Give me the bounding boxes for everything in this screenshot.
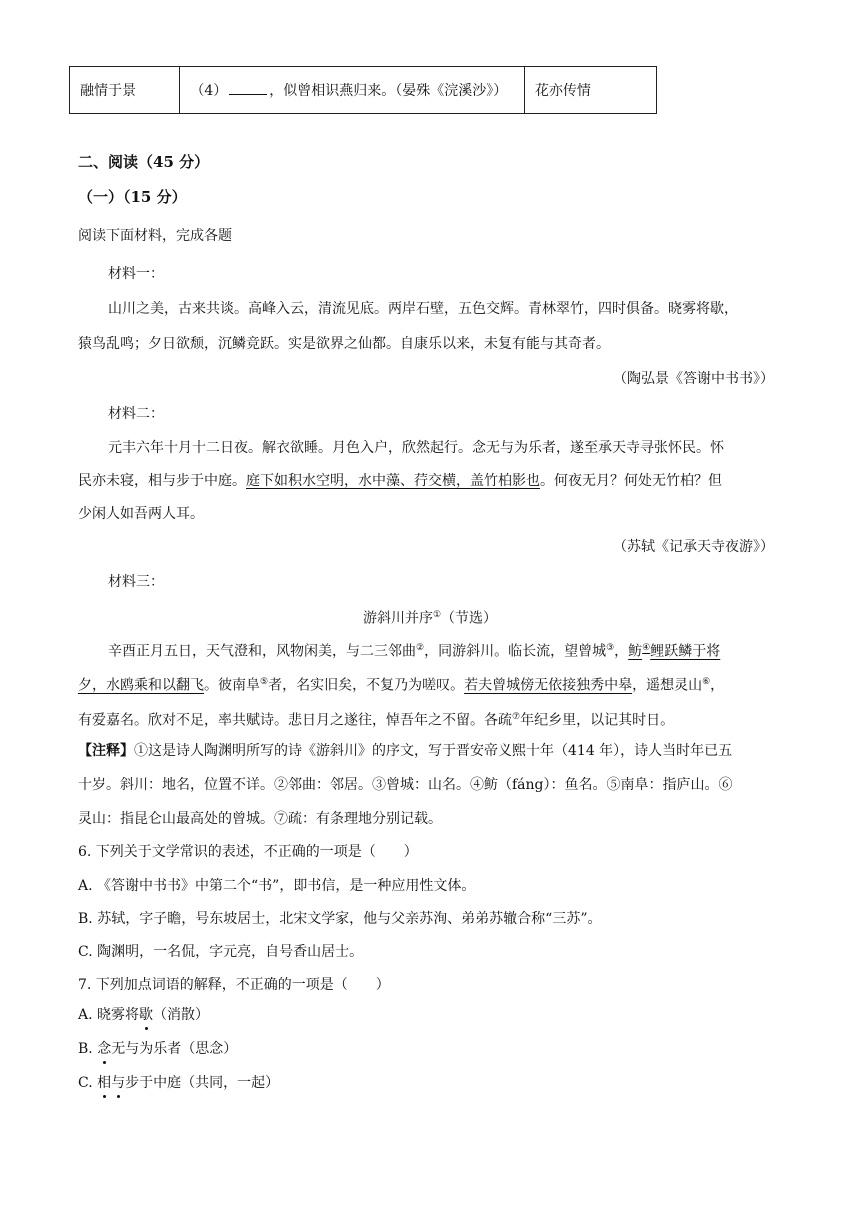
instruction-text: 阅读下面材料，完成各题 xyxy=(78,228,232,244)
note-line-3: 灵山：指昆仑山最高处的曾城。⑦疏：有条理地分别记载。 xyxy=(78,811,442,827)
material-3-line-2: 夕，水鸥乘和以翻飞。彼南阜⑤者，名实旧矣，不复乃为嗟叹。若夫曾城傍无依接独秀中皋，遥想灵山⑥， xyxy=(78,677,725,694)
table-row xyxy=(70,67,657,114)
material-1-line-1: 山川之美，古来共谈。高峰入云，清流见底。两岸石壁，五色交辉。青林翠竹，四时俱备。晓雾将歇， xyxy=(108,301,738,317)
note-line-1: 【注释】①这是诗人陶渊明所写的诗《游斜川》的序文，写于晋安帝义熙十年（414 年），诗人当时年已五 xyxy=(78,743,733,759)
material-1-source: （陶弘景《答谢中书书》） xyxy=(613,371,774,387)
table-cell-note: 花亦传情 xyxy=(524,67,656,114)
question-6-option-c[interactable]: C. 陶渊明，一名侃，字元亮，自号香山居士。 xyxy=(78,944,364,960)
dotted-word: 念 xyxy=(97,1041,112,1057)
dotted-word: 相 xyxy=(97,1075,112,1091)
material-2-label: 材料二： xyxy=(108,406,164,422)
material-2-line-3: 少闲人如吾两人耳。 xyxy=(78,506,204,522)
question-7-stem: 7. 下列加点词语的解释，不正确的一项是（ ） xyxy=(78,977,390,993)
material-3-label: 材料三： xyxy=(108,574,164,590)
question-7-option-c[interactable]: C. 相与步于中庭（共同，一起） xyxy=(78,1075,280,1091)
question-7-option-b[interactable]: B. 念无与为乐者（思念） xyxy=(78,1041,238,1057)
fill-blank[interactable] xyxy=(229,80,267,95)
underlined-sentence: 庭下如积水空明，水中藻、荇交横，盖竹柏影也 xyxy=(246,473,540,489)
question-6-option-b[interactable]: B. 苏轼，字子瞻，号东坡居士，北宋文学家，他与父亲苏洵、弟弟苏辙合称“三苏”。 xyxy=(78,911,602,927)
material-2-source: （苏轼《记承天寺夜游》） xyxy=(613,539,774,555)
question-7-option-a[interactable]: A. 晓雾将歇（消散） xyxy=(78,1007,210,1023)
material-3-line-3: 有爱嘉名。欣对不足，率共赋诗。悲日月之遂往，悼吾年之不留。各疏⑦年纪乡里，以记其时日。 xyxy=(78,712,675,729)
material-3-line-1: 辛酉正月五日，天气澄和，风物闲美，与二三邻曲②，同游斜川。临长流，望曾城③，鲂④鲤跃鳞于将 xyxy=(108,643,721,660)
poetry-table xyxy=(69,66,657,114)
subsection-title: （一）（15 分） xyxy=(78,188,187,206)
dotted-word: 歇 xyxy=(139,1007,154,1023)
question-6-option-a[interactable]: A. 《答谢中书书》中第二个“书”，即书信，是一种应用性文体。 xyxy=(78,878,476,894)
material-1-label: 材料一： xyxy=(108,266,164,282)
material-3-title: 游斜川并序①（节选） xyxy=(362,610,498,627)
dotted-word: 与 xyxy=(111,1075,126,1091)
table-cell-theme: 融情于景 xyxy=(70,67,180,114)
material-1-line-2: 猿鸟乱鸣；夕日欲颓，沉鳞竞跃。实是欲界之仙都。自康乐以来，未复有能与其奇者。 xyxy=(78,336,610,352)
table-cell-verse: （4） ，似曾相识燕归来。（晏殊《浣溪沙》） xyxy=(180,67,525,114)
material-2-line-2: 民亦未寝，相与步于中庭。庭下如积水空明，水中藻、荇交横，盖竹柏影也。何夜无月？何处无竹柏？但 xyxy=(78,473,722,489)
section-title: 二、阅读（45 分） xyxy=(78,153,210,171)
material-2-line-1: 元丰六年十月十二日夜。解衣欲睡。月色入户，欣然起行。念无与为乐者，遂至承天寺寻张怀民。怀 xyxy=(108,440,724,456)
question-6-stem: 6. 下列关于文学常识的表述，不正确的一项是（ ） xyxy=(78,844,418,860)
note-line-2: 十岁。斜川：地名，位置不详。②邻曲：邻居。③曾城：山名。④鲂（fáng）：鱼名。⑤南阜：指庐山。⑥ xyxy=(78,777,733,793)
